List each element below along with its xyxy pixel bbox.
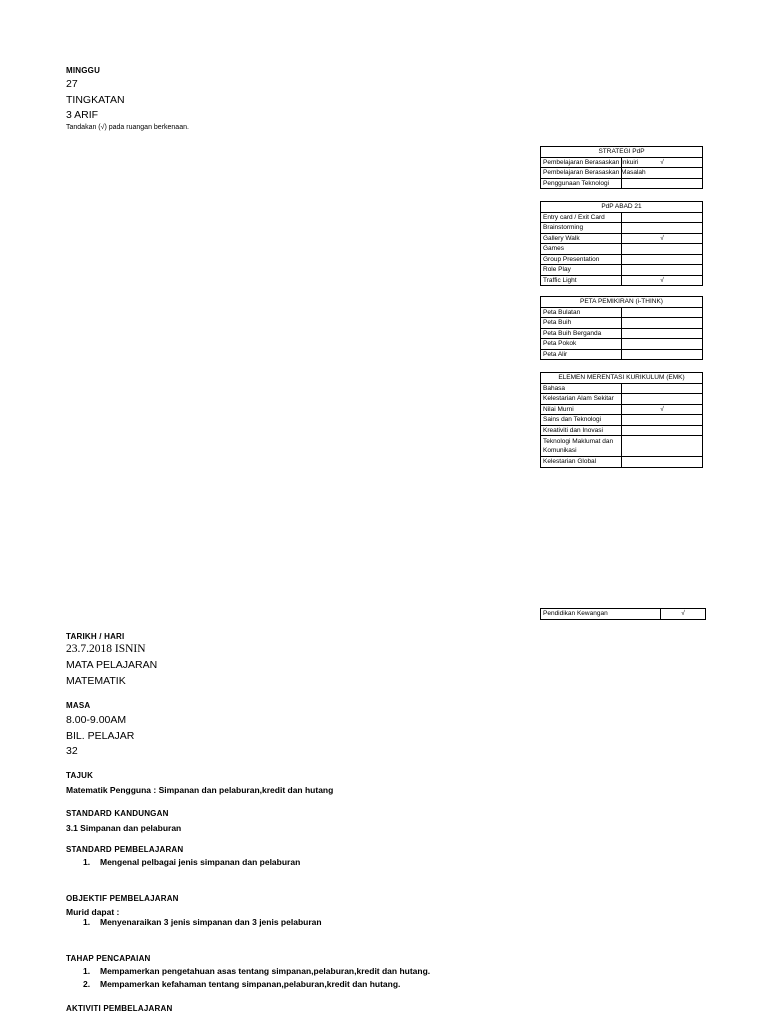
table-row: Role Play xyxy=(541,265,703,276)
tajuk-value: Matematik Pengguna : Simpanan dan pelaburan,kredit dan hutang xyxy=(66,785,334,795)
minggu-label: MINGGU xyxy=(66,66,101,75)
tingkatan-label: TINGKATAN xyxy=(66,94,125,106)
table-row: Penggunaan Teknologi xyxy=(541,178,703,189)
table-row: Traffic Light √ xyxy=(541,275,703,286)
table-row: Bahasa xyxy=(541,383,703,394)
emk-table xyxy=(540,372,703,468)
tarikh-label: TARIKH / HARI xyxy=(66,632,125,641)
bil-pelajar-value: 32 xyxy=(66,745,78,757)
check-cell: √ xyxy=(622,404,703,415)
objektif-label: OBJEKTIF PEMBELAJARAN xyxy=(66,894,179,903)
table-row: Peta Buih Berganda xyxy=(541,328,703,339)
check-cell: √ xyxy=(622,275,703,286)
tingkatan-value: 3 ARIF xyxy=(66,109,99,121)
masa-value: 8.00-9.00AM xyxy=(66,714,127,726)
check-cell: √ xyxy=(661,609,706,620)
pdp-abad21-title: PdP ABAD 21 xyxy=(541,202,703,213)
tarikh-value: 23.7.2018 ISNIN xyxy=(66,643,146,655)
table-row: Games xyxy=(541,244,703,255)
list-item: 1. Mempamerkan pengetahuan asas tentang simpanan,pelaburan,kredit dan hutang. xyxy=(83,966,431,976)
check-cell xyxy=(622,212,703,223)
table-row: Peta Pokok xyxy=(541,339,703,350)
masa-label: MASA xyxy=(66,701,91,710)
mata-pelajaran-label: MATA PELAJARAN xyxy=(66,659,158,671)
check-cell xyxy=(622,244,703,255)
check-cell: √ xyxy=(622,157,703,168)
table-row: Gallery Walk √ xyxy=(541,233,703,244)
check-cell: √ xyxy=(622,233,703,244)
table-row: Pembelajaran Berasaskan Inkuiri √ xyxy=(541,157,703,168)
standard-pembelajaran-list xyxy=(66,856,566,869)
objektif-intro: Murid dapat : xyxy=(66,907,120,917)
pdp-abad21-table xyxy=(540,201,703,286)
tahap-pencapaian-label: TAHAP PENCAPAIAN xyxy=(66,954,151,963)
table-row: Sains dan Teknologi xyxy=(541,415,703,426)
table-row: Peta Buih xyxy=(541,318,703,329)
table-row: Pendidikan Kewangan √ xyxy=(541,609,706,620)
objektif-list xyxy=(66,916,566,929)
table-row: Teknologi Maklumat dan Komunikasi xyxy=(541,436,703,457)
bil-pelajar-label: BIL. PELAJAR xyxy=(66,730,135,742)
check-cell xyxy=(622,457,703,468)
check-cell xyxy=(622,339,703,350)
strategi-pdp-table xyxy=(540,146,703,189)
table-row: Peta Alir xyxy=(541,349,703,360)
check-cell xyxy=(622,394,703,405)
list-item: 1. Menyenaraikan 3 jenis simpanan dan 3 jenis pelaburan xyxy=(83,917,322,927)
peta-pemikiran-title: PETA PEMIKIRAN (i-THINK) xyxy=(541,297,703,308)
table-row: Brainstorming xyxy=(541,223,703,234)
instruction-text: Tandakan (√) pada ruangan berkenaan. xyxy=(66,124,189,131)
check-cell xyxy=(622,383,703,394)
check-cell xyxy=(622,436,703,457)
table-row: Kreativiti dan Inovasi xyxy=(541,425,703,436)
tajuk-label: TAJUK xyxy=(66,771,94,780)
check-cell xyxy=(622,254,703,265)
check-cell xyxy=(622,425,703,436)
peta-pemikiran-table xyxy=(540,296,703,360)
pendidikan-kewangan-table xyxy=(540,608,706,620)
mata-pelajaran-value: MATEMATIK xyxy=(66,675,126,687)
standard-pembelajaran-label: STANDARD PEMBELAJARAN xyxy=(66,845,184,854)
table-row: Nilai Murni √ xyxy=(541,404,703,415)
check-cell xyxy=(622,349,703,360)
tahap-pencapaian-list xyxy=(66,965,666,991)
table-row: Peta Bulatan xyxy=(541,307,703,318)
check-cell xyxy=(622,318,703,329)
check-cell xyxy=(622,223,703,234)
check-cell xyxy=(622,328,703,339)
aktiviti-pembelajaran-label: AKTIVITI PEMBELAJARAN xyxy=(66,1004,173,1013)
check-cell xyxy=(622,178,703,189)
strategi-pdp-title: STRATEGI PdP xyxy=(541,147,703,158)
table-row: Kelestarian Alam Sekitar xyxy=(541,394,703,405)
table-row: Entry card / Exit Card xyxy=(541,212,703,223)
list-item: 2. Mempamerkan kefahaman tentang simpanan,pelaburan,kredit dan hutang. xyxy=(83,979,401,989)
check-cell xyxy=(622,415,703,426)
table-row: Group Presentation xyxy=(541,254,703,265)
emk-title: ELEMEN MERENTASI KURIKULUM (EMK) xyxy=(541,373,703,384)
standard-kandungan-value: 3.1 Simpanan dan pelaburan xyxy=(66,823,182,833)
check-cell xyxy=(622,265,703,276)
table-row: Kelestarian Global xyxy=(541,457,703,468)
standard-kandungan-label: STANDARD KANDUNGAN xyxy=(66,809,169,818)
minggu-value: 27 xyxy=(66,78,78,90)
check-cell xyxy=(622,307,703,318)
list-item: 1. Mengenal pelbagai jenis simpanan dan pelaburan xyxy=(83,857,301,867)
table-row: Pembelajaran Berasaskan Masalah xyxy=(541,168,703,179)
